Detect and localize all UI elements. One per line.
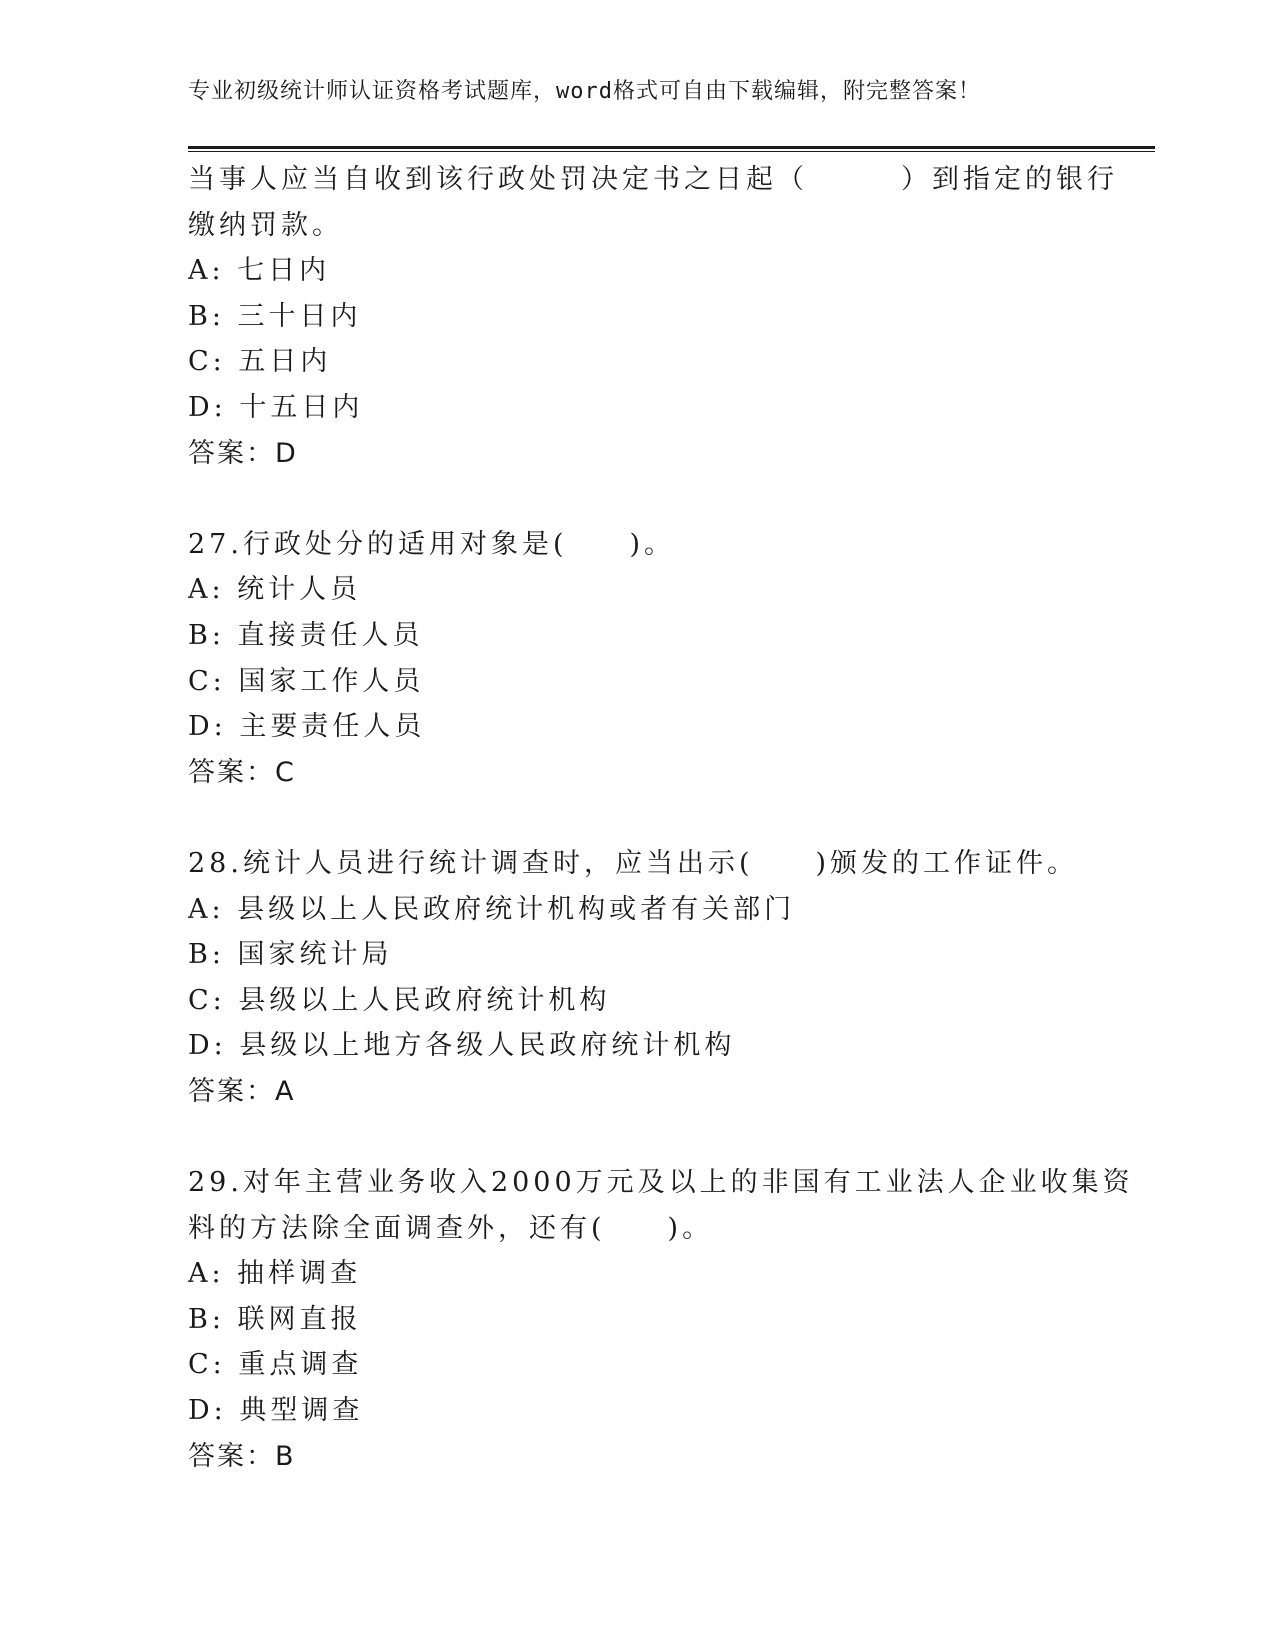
question-stem: 27.行政处分的适用对象是( )。 [188,528,676,560]
question-block [188,522,1088,796]
page-header: 专业初级统计师认证资格考试题库，word格式可自由下载编辑，附完整答案！ [188,79,981,104]
question-stem: 料的方法除全面调查外，还有( )。 [188,1212,714,1244]
option-a: A: 县级以上人民政府统计机构或者有关部门 [188,893,796,925]
option-b: B: 联网直报 [188,1303,362,1335]
answer: 答案：A [188,1075,296,1107]
answer: 答案：D [188,437,298,469]
option-b: B: 国家统计局 [188,939,393,971]
answer: 答案：C [188,756,296,788]
option-d: D: 十五日内 [188,391,364,423]
option-a: A: 统计人员 [188,574,362,606]
question-block [188,157,1118,476]
option-c: C: 五日内 [188,346,332,378]
question-stem: 缴纳罚款。 [188,209,343,241]
option-d: D: 主要责任人员 [188,711,426,743]
question-block [188,1160,1134,1479]
question-list [188,157,1134,1479]
header-divider-thick [188,146,1155,149]
option-c: C: 国家工作人员 [188,665,425,697]
option-b: B: 三十日内 [188,300,362,332]
header-divider-thin [188,151,1155,152]
question-stem: 28.统计人员进行统计调查时，应当出示( )颁发的工作证件。 [188,847,1079,879]
option-c: C: 重点调查 [188,1349,363,1381]
question-stem: 当事人应当自收到该行政处罚决定书之日起（ ）到指定的银行 [188,164,1118,195]
option-d: D: 县级以上地方各级人民政府统计机构 [188,1030,736,1062]
option-d: D: 典型调查 [188,1395,364,1427]
question-stem: 29.对年主营业务收入2000万元及以上的非国有工业法人企业收集资 [188,1167,1134,1199]
option-c: C: 县级以上人民政府统计机构 [188,984,611,1016]
option-b: B: 直接责任人员 [188,619,424,651]
question-block [188,841,1088,1115]
answer: 答案：B [188,1440,296,1472]
option-a: A: 七日内 [188,255,331,287]
option-a: A: 抽样调查 [188,1258,362,1290]
